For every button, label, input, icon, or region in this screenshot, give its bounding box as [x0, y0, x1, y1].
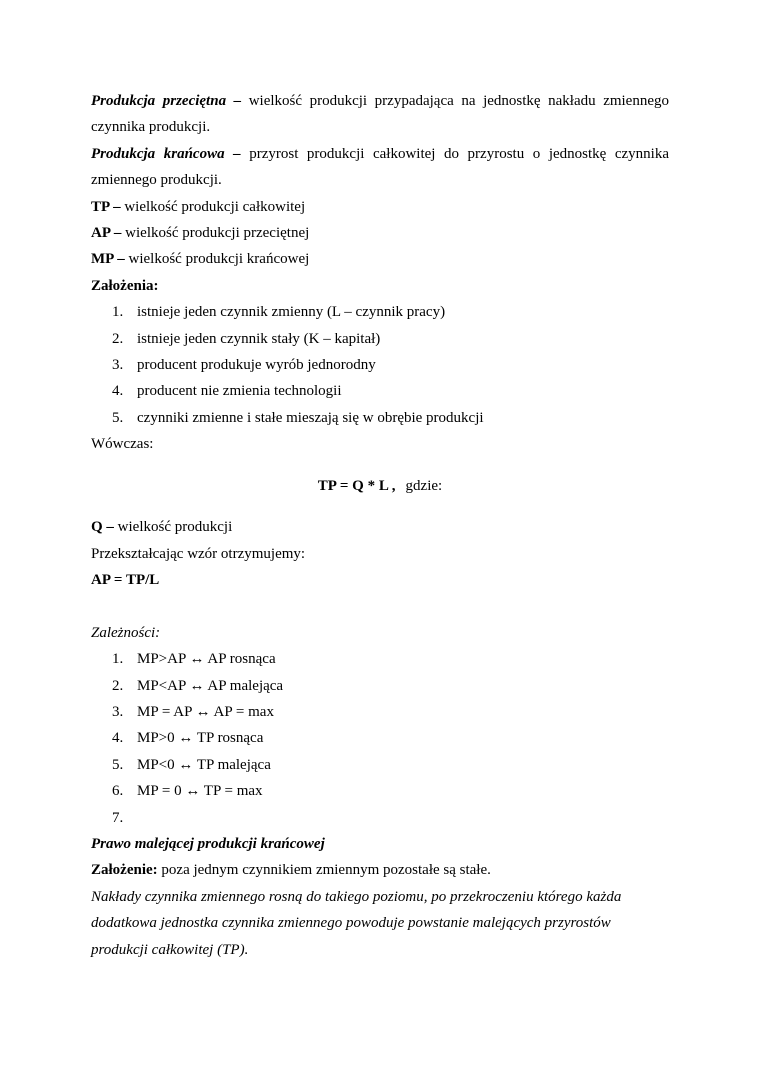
blank-line — [91, 593, 669, 619]
law-assumption-label: Założenie: — [91, 862, 158, 879]
definition-q — [91, 514, 669, 540]
transform-label: Przekształcając wzór otrzymujemy: — [91, 545, 306, 562]
desc-q: wielkość produkcji — [117, 519, 233, 536]
term-tp: TP – — [91, 198, 121, 215]
list-item: 6. MP = 0 ↔ TP = max — [112, 783, 263, 800]
tp-formula: TP = Q * L , — [317, 477, 396, 494]
list-item: 3. MP = AP ↔ AP = max — [112, 703, 274, 720]
ap-formula: AP = TP/L — [91, 571, 160, 588]
list-item: 1. istnieje jeden czynnik zmienny (L – czynnik pracy) — [112, 304, 446, 321]
document-page — [91, 88, 669, 963]
law-assumption — [91, 857, 669, 883]
definition-marginal-production — [91, 141, 669, 194]
desc-ap: wielkość produkcji przeciętnej — [125, 225, 310, 242]
list-item: 2. MP<AP ↔ AP malejąca — [112, 677, 284, 694]
definition-mp — [91, 246, 669, 272]
term-ap: AP – — [91, 225, 122, 242]
term-mp: MP – — [91, 251, 125, 268]
term-q: Q – — [91, 519, 114, 536]
then-label: Wówczas: — [91, 436, 154, 453]
definition-ap — [91, 220, 669, 246]
list-item: 4. producent nie zmienia technologii — [112, 383, 342, 400]
desc-marginal-production: przyrost produkcji całkowitej do przyrostu o jednostkę czynnika zmiennego produkcji. — [91, 145, 670, 189]
list-item: 3. producent produkuje wyrób jednorodny — [112, 357, 376, 374]
list-item: 4. MP>0 ↔ TP rosnąca — [112, 730, 264, 747]
list-item: 5. MP<0 ↔ TP malejąca — [112, 756, 271, 773]
law-title: Prawo malejącej produkcji krańcowej — [91, 835, 325, 852]
law-statement-line-2: dodatkowa jednostka czynnika zmiennego powoduje powstanie malejących przyrostów — [91, 915, 611, 932]
list-item: 5. czynniki zmienne i stałe mieszają się w obrębie produkcji — [112, 409, 484, 426]
desc-average-production: wielkość produkcji przypadająca na jednostkę nakładu zmiennego czynnika produkcji. — [91, 93, 669, 136]
law-statement-line-3: produkcji całkowitej (TP). — [91, 941, 249, 958]
list-item: 7. — [112, 809, 124, 826]
relations-list — [91, 646, 669, 831]
assumptions-list — [91, 299, 669, 431]
definition-tp — [91, 194, 669, 220]
desc-mp: wielkość produkcji krańcowej — [128, 251, 310, 268]
term-average-production: Produkcja przeciętna – — [91, 93, 242, 109]
law-assumption-text: poza jednym czynnikiem zmiennym pozostałe są stałe. — [161, 862, 491, 879]
assumptions-heading: Założenia: — [91, 277, 159, 294]
where-label: gdzie: — [405, 477, 443, 494]
list-item: 1. MP>AP ↔ AP rosnąca — [112, 651, 276, 668]
law-statement-line-1: Nakłady czynnika zmiennego rosną do takiego poziomu, po przekroczeniu którego każda — [91, 888, 622, 905]
term-marginal-production: Produkcja krańcowa – — [91, 145, 241, 162]
desc-tp: wielkość produkcji całkowitej — [124, 198, 306, 215]
list-item: 2. istnieje jeden czynnik stały (K – kapitał) — [112, 330, 381, 347]
relations-heading: Zależności: — [91, 624, 161, 641]
definition-average-production — [91, 88, 669, 141]
tp-formula-line — [91, 473, 669, 499]
